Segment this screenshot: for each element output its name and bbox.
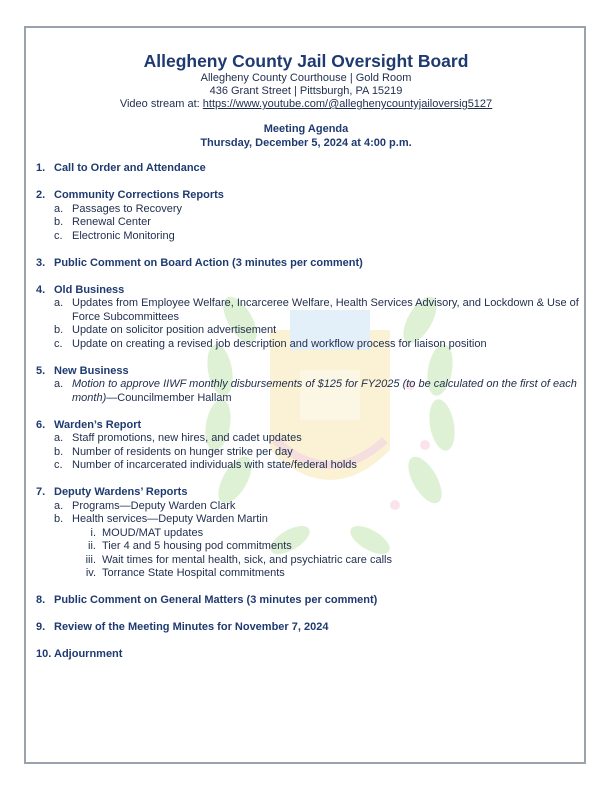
motion-text: Motion to approve IIWF monthly disbursements of $125 for FY2025 (to be calculated on the first of each month) bbox=[72, 378, 577, 404]
video-stream-line bbox=[0, 98, 612, 111]
item-number: 1. bbox=[36, 162, 46, 174]
agenda-heading bbox=[0, 122, 612, 150]
sub-item bbox=[54, 378, 581, 405]
sub-items bbox=[54, 297, 581, 351]
sub-item-letter: a. bbox=[54, 499, 64, 512]
item-number: 6. bbox=[36, 418, 46, 431]
agenda-date: Thursday, December 5, 2024 at 4:00 p.m. bbox=[200, 137, 412, 149]
sub-item-text: Number of residents on hunger strike per day bbox=[72, 445, 293, 458]
sub-sub-item bbox=[78, 527, 581, 541]
sub-sub-item-text: MOUD/MAT updates bbox=[102, 526, 204, 539]
sub-item bbox=[54, 432, 581, 446]
item-label: Old Business bbox=[54, 283, 125, 296]
meeting-location: Allegheny County Courthouse | Gold Room bbox=[200, 72, 412, 84]
item-label: Public Comment on General Matters (3 minutes per comment) bbox=[54, 594, 378, 606]
sub-item-text: Health services—Deputy Warden Martin bbox=[72, 513, 268, 525]
agenda-item bbox=[36, 162, 581, 176]
sub-item bbox=[54, 338, 581, 352]
item-label: Community Corrections Reports bbox=[54, 189, 224, 201]
agenda-item bbox=[36, 365, 581, 406]
sub-item-letter: a. bbox=[54, 297, 64, 309]
sub-sub-item bbox=[78, 554, 581, 568]
item-number: 2. bbox=[36, 189, 46, 201]
agenda-item bbox=[36, 621, 581, 635]
document-header bbox=[0, 50, 612, 111]
sub-sub-items bbox=[78, 527, 581, 581]
item-label: New Business bbox=[54, 364, 129, 377]
sub-sub-item-text: Wait times for mental health, sick, and psychiatric care calls bbox=[102, 553, 392, 566]
sub-sub-item-numeral: i. bbox=[90, 526, 96, 539]
agenda-item bbox=[36, 648, 581, 662]
item-label: Public Comment on Board Action (3 minutes per comment) bbox=[54, 256, 363, 269]
agenda-item bbox=[36, 257, 581, 271]
sub-items bbox=[54, 432, 581, 473]
sub-sub-item-numeral: ii. bbox=[88, 540, 96, 552]
sub-item bbox=[54, 513, 581, 527]
sub-sub-item bbox=[78, 567, 581, 581]
item-number: 4. bbox=[36, 283, 46, 296]
motion-sponsor: —Councilmember Hallam bbox=[106, 391, 232, 404]
item-number: 3. bbox=[36, 256, 46, 269]
sub-item-letter: b. bbox=[54, 445, 64, 458]
sub-item-text: Renewal Center bbox=[72, 216, 151, 228]
sub-items bbox=[54, 500, 581, 581]
sub-sub-item-numeral: iv. bbox=[85, 567, 96, 579]
item-number: 10. bbox=[36, 648, 52, 660]
sub-items bbox=[54, 203, 581, 244]
sub-item-text: Update on solicitor position advertisement bbox=[72, 324, 277, 336]
sub-sub-item-numeral: iii. bbox=[85, 553, 96, 566]
item-label: Review of the Meeting Minutes for November 7, 2024 bbox=[54, 621, 329, 633]
item-number: 9. bbox=[36, 621, 46, 633]
agenda-items bbox=[36, 162, 581, 675]
sub-item bbox=[54, 203, 581, 217]
item-number: 8. bbox=[36, 594, 46, 606]
agenda-item bbox=[36, 486, 581, 581]
sub-item-letter: c. bbox=[54, 229, 63, 242]
sub-item-letter: a. bbox=[54, 202, 64, 215]
sub-item-text: Electronic Monitoring bbox=[72, 229, 175, 242]
sub-item-text: Programs—Deputy Warden Clark bbox=[72, 499, 236, 512]
sub-item-text: Update on creating a revised job description and workflow process for liaison position bbox=[72, 337, 487, 350]
sub-item bbox=[54, 297, 581, 324]
sub-item bbox=[54, 459, 581, 473]
item-label: Call to Order and Attendance bbox=[54, 162, 206, 174]
agenda-item bbox=[36, 189, 581, 243]
sub-item-letter: c. bbox=[54, 459, 63, 471]
sub-item-letter: b. bbox=[54, 513, 64, 525]
item-label: Adjournment bbox=[54, 648, 123, 660]
sub-item-text bbox=[72, 378, 581, 405]
agenda-title: Meeting Agenda bbox=[263, 123, 349, 135]
sub-item bbox=[54, 324, 581, 338]
sub-item-letter: b. bbox=[54, 216, 64, 228]
agenda-item bbox=[36, 419, 581, 473]
agenda-item bbox=[36, 594, 581, 608]
sub-sub-item-text: Tier 4 and 5 housing pod commitments bbox=[102, 540, 292, 552]
sub-item bbox=[54, 230, 581, 244]
item-number: 7. bbox=[36, 486, 46, 498]
item-number: 5. bbox=[36, 364, 46, 377]
sub-item-letter: c. bbox=[54, 337, 63, 350]
sub-item-text: Updates from Employee Welfare, Incarceree Welfare, Health Services Advisory, and Lockdown & Use of Force Subcommittees bbox=[72, 297, 579, 323]
sub-item bbox=[54, 446, 581, 460]
agenda-item bbox=[36, 284, 581, 352]
sub-item bbox=[54, 500, 581, 514]
video-stream-link[interactable]: https://www.youtube.com/@alleghenycountyjailoversig5127 bbox=[202, 98, 493, 110]
sub-item bbox=[54, 216, 581, 230]
sub-item-text: Staff promotions, new hires, and cadet updates bbox=[72, 432, 302, 444]
sub-item-letter: a. bbox=[54, 432, 64, 444]
sub-item-text: Passages to Recovery bbox=[72, 202, 183, 215]
sub-item-letter: a. bbox=[54, 378, 64, 390]
meeting-address: 436 Grant Street | Pittsburgh, PA 15219 bbox=[209, 85, 403, 97]
video-stream-label: Video stream at: bbox=[119, 98, 203, 110]
item-label: Deputy Wardens’ Reports bbox=[54, 486, 188, 498]
sub-item-text: Number of incarcerated individuals with state/federal holds bbox=[72, 459, 357, 471]
board-title: Allegheny County Jail Oversight Board bbox=[143, 51, 469, 71]
sub-items bbox=[54, 378, 581, 405]
item-label: Warden’s Report bbox=[54, 418, 142, 431]
sub-item-letter: b. bbox=[54, 324, 64, 336]
sub-sub-item-text: Torrance State Hospital commitments bbox=[102, 567, 285, 579]
sub-sub-item bbox=[78, 540, 581, 554]
